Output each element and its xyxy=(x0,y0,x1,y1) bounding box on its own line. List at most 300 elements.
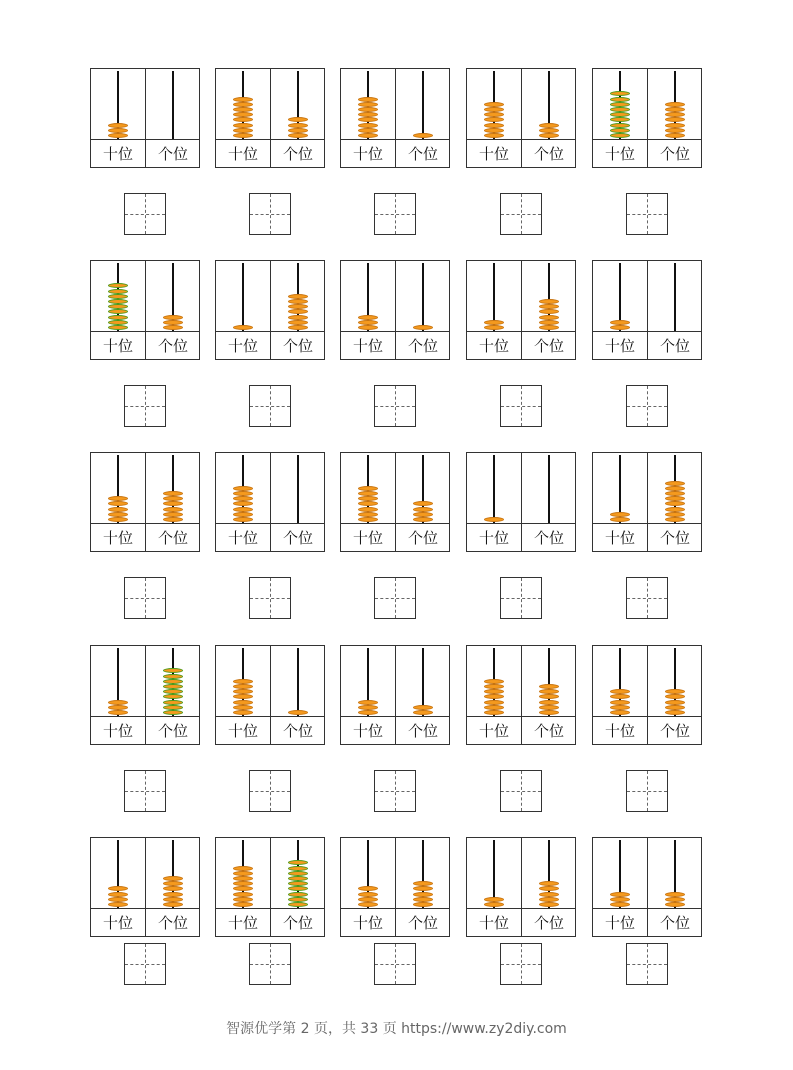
ones-label: 个位 xyxy=(407,145,438,163)
bead-ones xyxy=(413,710,433,715)
bead-tens xyxy=(233,871,253,876)
bead-tens xyxy=(108,512,128,517)
bead-ones xyxy=(539,304,559,309)
bead-tens xyxy=(233,496,253,501)
bead-ones xyxy=(163,507,183,512)
answer-box[interactable] xyxy=(249,193,291,235)
bead-ones xyxy=(413,705,433,710)
bead-tens xyxy=(484,694,504,699)
bead-tens xyxy=(484,902,504,907)
label-divider xyxy=(91,523,199,524)
tens-label: 十位 xyxy=(102,722,133,740)
bead-tens xyxy=(610,705,630,710)
bead-tens xyxy=(108,128,128,133)
guide-line-horizontal xyxy=(375,964,415,965)
bead-ones xyxy=(163,892,183,897)
bead-ones xyxy=(413,892,433,897)
bead-tens xyxy=(358,892,378,897)
bead-ones xyxy=(539,710,559,715)
guide-line-horizontal xyxy=(627,598,667,599)
bead-tens xyxy=(610,112,630,117)
guide-line-horizontal xyxy=(375,598,415,599)
guide-line-horizontal xyxy=(375,406,415,407)
answer-box[interactable] xyxy=(500,193,542,235)
bead-ones xyxy=(665,128,685,133)
tens-label: 十位 xyxy=(227,722,258,740)
bead-tens xyxy=(233,876,253,881)
bead-ones xyxy=(288,133,308,138)
ones-label: 个位 xyxy=(157,722,188,740)
ones-label: 个位 xyxy=(407,722,438,740)
abacus-counter xyxy=(592,68,702,168)
bead-ones xyxy=(665,892,685,897)
guide-line-horizontal xyxy=(501,964,541,965)
bead-tens xyxy=(358,897,378,902)
label-divider xyxy=(216,139,324,140)
bead-tens xyxy=(610,700,630,705)
bead-tens xyxy=(233,507,253,512)
bead-tens xyxy=(108,325,128,330)
bead-ones xyxy=(413,517,433,522)
answer-box[interactable] xyxy=(249,770,291,812)
label-divider xyxy=(593,908,701,909)
abacus-counter xyxy=(90,645,200,745)
answer-box[interactable] xyxy=(626,943,668,985)
tens-label: 十位 xyxy=(227,337,258,355)
bead-ones xyxy=(163,491,183,496)
bead-tens xyxy=(233,486,253,491)
bead-ones xyxy=(163,694,183,699)
bead-ones xyxy=(539,892,559,897)
tens-label: 十位 xyxy=(352,722,383,740)
answer-box[interactable] xyxy=(374,770,416,812)
bead-ones xyxy=(539,705,559,710)
abacus-rod-ones xyxy=(172,71,174,139)
abacus-counter xyxy=(215,837,325,937)
bead-ones xyxy=(413,325,433,330)
ones-label: 个位 xyxy=(659,914,690,932)
abacus-counter xyxy=(215,68,325,168)
bead-ones xyxy=(288,860,308,865)
guide-line-horizontal xyxy=(501,406,541,407)
label-divider xyxy=(91,331,199,332)
bead-tens xyxy=(358,123,378,128)
bead-ones xyxy=(665,133,685,138)
abacus-counter xyxy=(90,260,200,360)
bead-tens xyxy=(484,325,504,330)
guide-line-horizontal xyxy=(375,214,415,215)
bead-ones xyxy=(539,309,559,314)
answer-box[interactable] xyxy=(124,770,166,812)
abacus-rod-ones xyxy=(674,263,676,331)
bead-tens xyxy=(610,97,630,102)
answer-box[interactable] xyxy=(626,193,668,235)
bead-tens xyxy=(610,897,630,902)
bead-ones xyxy=(163,710,183,715)
label-divider xyxy=(467,139,575,140)
answer-box[interactable] xyxy=(249,577,291,619)
bead-tens xyxy=(484,117,504,122)
guide-line-horizontal xyxy=(125,406,165,407)
label-divider xyxy=(341,908,449,909)
bead-tens xyxy=(108,294,128,299)
bead-tens xyxy=(108,309,128,314)
bead-tens xyxy=(610,512,630,517)
bead-tens xyxy=(610,320,630,325)
bead-tens xyxy=(233,892,253,897)
bead-tens xyxy=(108,517,128,522)
bead-tens xyxy=(610,107,630,112)
label-divider xyxy=(91,139,199,140)
bead-ones xyxy=(163,886,183,891)
bead-ones xyxy=(665,897,685,902)
abacus-counter xyxy=(215,452,325,552)
tens-label: 十位 xyxy=(102,145,133,163)
bead-tens xyxy=(358,102,378,107)
bead-tens xyxy=(358,501,378,506)
bead-tens xyxy=(108,705,128,710)
bead-tens xyxy=(233,517,253,522)
bead-ones xyxy=(539,881,559,886)
bead-ones xyxy=(288,876,308,881)
bead-tens xyxy=(108,289,128,294)
bead-tens xyxy=(610,133,630,138)
bead-tens xyxy=(233,117,253,122)
bead-tens xyxy=(358,902,378,907)
bead-tens xyxy=(358,700,378,705)
bead-ones xyxy=(163,897,183,902)
guide-line-horizontal xyxy=(125,598,165,599)
tens-label: 十位 xyxy=(352,337,383,355)
bead-tens xyxy=(358,710,378,715)
label-divider xyxy=(216,716,324,717)
answer-box[interactable] xyxy=(374,385,416,427)
abacus-counter xyxy=(592,260,702,360)
bead-ones xyxy=(539,320,559,325)
answer-box[interactable] xyxy=(374,193,416,235)
ones-label: 个位 xyxy=(407,337,438,355)
bead-tens xyxy=(484,112,504,117)
bead-ones xyxy=(413,133,433,138)
abacus-counter xyxy=(466,452,576,552)
abacus-counter xyxy=(340,837,450,937)
bead-ones xyxy=(288,123,308,128)
guide-line-horizontal xyxy=(627,406,667,407)
bead-ones xyxy=(665,694,685,699)
bead-ones xyxy=(665,107,685,112)
guide-line-horizontal xyxy=(501,214,541,215)
guide-line-horizontal xyxy=(250,964,290,965)
bead-ones xyxy=(288,892,308,897)
bead-ones xyxy=(539,897,559,902)
ones-label: 个位 xyxy=(407,914,438,932)
bead-ones xyxy=(163,684,183,689)
ones-label: 个位 xyxy=(282,337,313,355)
ones-label: 个位 xyxy=(659,529,690,547)
bead-tens xyxy=(108,902,128,907)
label-divider xyxy=(593,523,701,524)
bead-ones xyxy=(539,902,559,907)
label-divider xyxy=(91,908,199,909)
bead-tens xyxy=(484,517,504,522)
bead-tens xyxy=(233,689,253,694)
bead-ones xyxy=(288,897,308,902)
bead-tens xyxy=(484,689,504,694)
answer-box[interactable] xyxy=(249,943,291,985)
bead-tens xyxy=(358,325,378,330)
bead-tens xyxy=(358,133,378,138)
bead-tens xyxy=(484,102,504,107)
bead-tens xyxy=(358,97,378,102)
label-divider xyxy=(341,523,449,524)
guide-line-horizontal xyxy=(627,964,667,965)
answer-box[interactable] xyxy=(500,385,542,427)
label-divider xyxy=(467,523,575,524)
bead-ones xyxy=(163,315,183,320)
bead-ones xyxy=(288,866,308,871)
ones-label: 个位 xyxy=(407,529,438,547)
bead-tens xyxy=(233,897,253,902)
bead-ones xyxy=(665,102,685,107)
bead-tens xyxy=(233,684,253,689)
ones-label: 个位 xyxy=(659,337,690,355)
bead-ones xyxy=(413,897,433,902)
bead-ones xyxy=(288,309,308,314)
answer-box[interactable] xyxy=(249,385,291,427)
bead-tens xyxy=(358,507,378,512)
bead-ones xyxy=(665,507,685,512)
ones-label: 个位 xyxy=(157,145,188,163)
label-divider xyxy=(593,331,701,332)
bead-tens xyxy=(233,866,253,871)
bead-tens xyxy=(108,892,128,897)
answer-box[interactable] xyxy=(124,385,166,427)
bead-ones xyxy=(665,496,685,501)
bead-tens xyxy=(610,325,630,330)
bead-tens xyxy=(610,91,630,96)
guide-line-horizontal xyxy=(250,791,290,792)
bead-ones xyxy=(163,501,183,506)
tens-label: 十位 xyxy=(352,914,383,932)
bead-tens xyxy=(358,107,378,112)
bead-tens xyxy=(358,512,378,517)
ones-label: 个位 xyxy=(157,337,188,355)
tens-label: 十位 xyxy=(352,145,383,163)
bead-ones xyxy=(163,881,183,886)
bead-ones xyxy=(288,299,308,304)
guide-line-horizontal xyxy=(250,406,290,407)
bead-tens xyxy=(233,491,253,496)
bead-ones xyxy=(288,325,308,330)
ones-label: 个位 xyxy=(533,145,564,163)
abacus-rod-ones xyxy=(297,648,299,716)
bead-ones xyxy=(163,512,183,517)
bead-ones xyxy=(539,315,559,320)
answer-box[interactable] xyxy=(124,193,166,235)
tens-label: 十位 xyxy=(478,914,509,932)
ones-label: 个位 xyxy=(282,722,313,740)
abacus-counter xyxy=(340,645,450,745)
answer-box[interactable] xyxy=(626,577,668,619)
bead-ones xyxy=(539,299,559,304)
ones-label: 个位 xyxy=(282,529,313,547)
bead-ones xyxy=(413,886,433,891)
bead-tens xyxy=(233,886,253,891)
bead-tens xyxy=(610,902,630,907)
answer-box[interactable] xyxy=(500,770,542,812)
bead-tens xyxy=(358,886,378,891)
label-divider xyxy=(341,139,449,140)
bead-tens xyxy=(610,892,630,897)
abacus-counter xyxy=(215,645,325,745)
tens-label: 十位 xyxy=(604,529,635,547)
bead-ones xyxy=(665,112,685,117)
bead-tens xyxy=(484,684,504,689)
bead-ones xyxy=(288,710,308,715)
abacus-counter xyxy=(90,837,200,937)
bead-ones xyxy=(413,501,433,506)
bead-tens xyxy=(484,705,504,710)
label-divider xyxy=(467,716,575,717)
label-divider xyxy=(467,331,575,332)
abacus-counter xyxy=(592,645,702,745)
bead-tens xyxy=(108,299,128,304)
bead-ones xyxy=(288,902,308,907)
bead-ones xyxy=(163,668,183,673)
ones-label: 个位 xyxy=(533,529,564,547)
bead-tens xyxy=(610,710,630,715)
abacus-counter xyxy=(466,68,576,168)
bead-ones xyxy=(665,117,685,122)
guide-line-horizontal xyxy=(627,791,667,792)
bead-ones xyxy=(539,128,559,133)
bead-ones xyxy=(288,128,308,133)
bead-ones xyxy=(539,133,559,138)
abacus-counter xyxy=(90,68,200,168)
ones-label: 个位 xyxy=(282,914,313,932)
bead-tens xyxy=(108,886,128,891)
tens-label: 十位 xyxy=(102,529,133,547)
abacus-counter xyxy=(592,837,702,937)
bead-ones xyxy=(413,902,433,907)
ones-label: 个位 xyxy=(157,914,188,932)
answer-box[interactable] xyxy=(124,577,166,619)
abacus-rod-tens xyxy=(493,455,495,523)
abacus-rod-ones xyxy=(422,71,424,139)
label-divider xyxy=(341,716,449,717)
tens-label: 十位 xyxy=(352,529,383,547)
bead-ones xyxy=(539,325,559,330)
bead-tens xyxy=(484,107,504,112)
bead-ones xyxy=(163,674,183,679)
tens-label: 十位 xyxy=(102,914,133,932)
bead-ones xyxy=(163,496,183,501)
bead-ones xyxy=(665,481,685,486)
bead-tens xyxy=(108,283,128,288)
abacus-rod-ones xyxy=(422,263,424,331)
ones-label: 个位 xyxy=(533,914,564,932)
bead-ones xyxy=(288,320,308,325)
answer-box[interactable] xyxy=(374,577,416,619)
bead-tens xyxy=(484,320,504,325)
tens-label: 十位 xyxy=(604,145,635,163)
guide-line-horizontal xyxy=(125,791,165,792)
label-divider xyxy=(216,523,324,524)
abacus-counter xyxy=(466,837,576,937)
bead-ones xyxy=(665,501,685,506)
ones-label: 个位 xyxy=(282,145,313,163)
guide-line-horizontal xyxy=(125,964,165,965)
bead-tens xyxy=(610,123,630,128)
bead-ones xyxy=(288,117,308,122)
answer-box[interactable] xyxy=(500,943,542,985)
label-divider xyxy=(91,716,199,717)
bead-ones xyxy=(665,486,685,491)
bead-tens xyxy=(233,705,253,710)
bead-tens xyxy=(108,315,128,320)
bead-tens xyxy=(233,133,253,138)
bead-ones xyxy=(163,320,183,325)
ones-label: 个位 xyxy=(659,145,690,163)
tens-label: 十位 xyxy=(478,722,509,740)
bead-tens xyxy=(358,491,378,496)
bead-tens xyxy=(108,507,128,512)
label-divider xyxy=(341,331,449,332)
label-divider xyxy=(216,908,324,909)
abacus-counter xyxy=(466,645,576,745)
bead-tens xyxy=(610,517,630,522)
bead-tens xyxy=(233,700,253,705)
tens-label: 十位 xyxy=(478,529,509,547)
answer-box[interactable] xyxy=(374,943,416,985)
bead-tens xyxy=(610,102,630,107)
abacus-counter xyxy=(215,260,325,360)
bead-tens xyxy=(358,128,378,133)
guide-line-horizontal xyxy=(250,598,290,599)
guide-line-horizontal xyxy=(501,791,541,792)
bead-tens xyxy=(358,117,378,122)
bead-tens xyxy=(233,112,253,117)
bead-ones xyxy=(163,689,183,694)
bead-tens xyxy=(108,700,128,705)
bead-tens xyxy=(233,97,253,102)
abacus-rod-ones xyxy=(548,455,550,523)
answer-box[interactable] xyxy=(124,943,166,985)
bead-ones xyxy=(163,325,183,330)
answer-box[interactable] xyxy=(626,770,668,812)
answer-box[interactable] xyxy=(500,577,542,619)
tens-label: 十位 xyxy=(604,337,635,355)
bead-tens xyxy=(108,320,128,325)
bead-ones xyxy=(163,700,183,705)
label-divider xyxy=(467,908,575,909)
bead-ones xyxy=(539,689,559,694)
tens-label: 十位 xyxy=(227,914,258,932)
bead-ones xyxy=(413,507,433,512)
bead-ones xyxy=(665,512,685,517)
label-divider xyxy=(593,716,701,717)
bead-tens xyxy=(233,123,253,128)
tens-label: 十位 xyxy=(478,145,509,163)
bead-ones xyxy=(163,876,183,881)
bead-ones xyxy=(163,517,183,522)
bead-tens xyxy=(108,304,128,309)
bead-tens xyxy=(108,501,128,506)
bead-ones xyxy=(665,123,685,128)
answer-box[interactable] xyxy=(626,385,668,427)
tens-label: 十位 xyxy=(227,145,258,163)
bead-tens xyxy=(358,315,378,320)
